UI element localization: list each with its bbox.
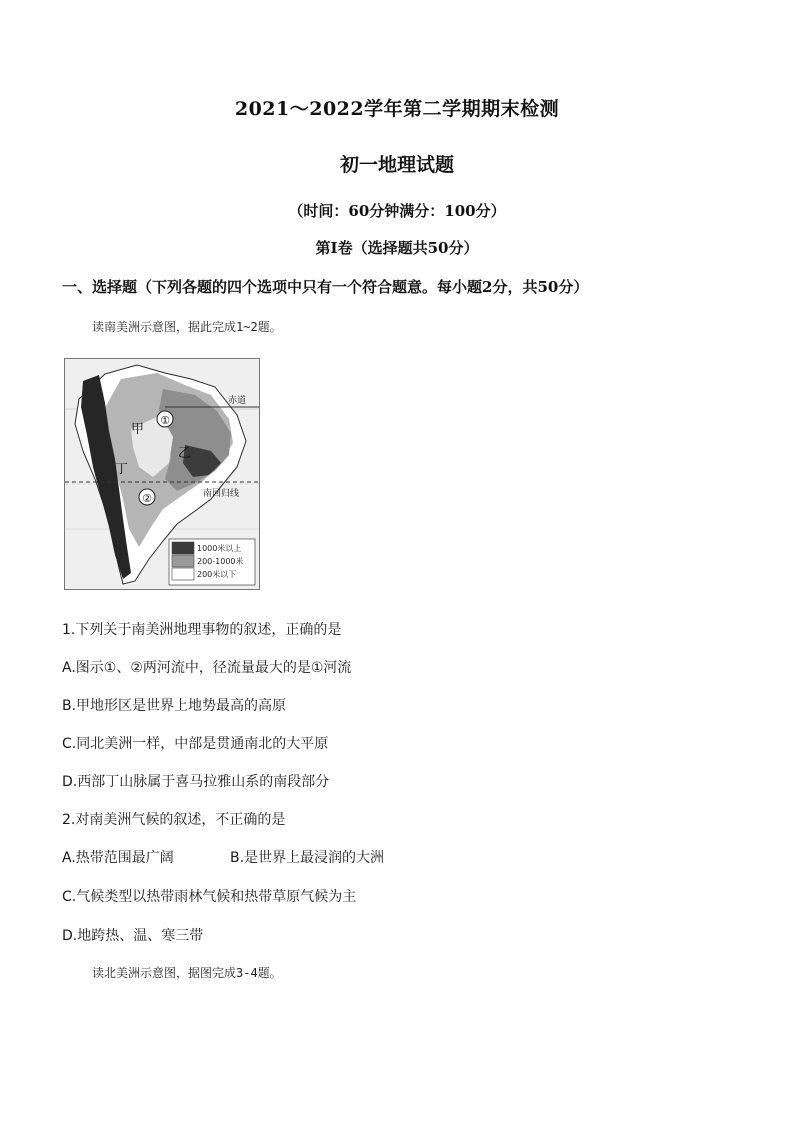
map-instruction-2: 读北美洲示意图，据图完成3-4题。 [92, 966, 282, 980]
region-label-yi: 乙 [178, 446, 192, 461]
map-instruction-1: 读南美洲示意图，据此完成1~2题。 [92, 320, 282, 334]
legend-swatch-mid [172, 555, 194, 567]
river-1-marker: ① [160, 414, 170, 427]
region-label-ding: 丁 [115, 462, 129, 477]
question-2-option-b: B.是世界上最浸润的大洲 [230, 850, 385, 866]
tropic-label: 南回归线 [203, 489, 240, 499]
time-info: （时间：60分钟满分：100分） [288, 202, 506, 220]
section-heading: 一、选择题（下列各题的四个选项中只有一个符合题意。每小题2分，共50分） [62, 278, 589, 296]
legend-label-high: 1000米以上 [197, 544, 242, 553]
region-label-jia: 甲 [131, 422, 145, 437]
question-1-option-d: D.西部丁山脉属于喜马拉雅山系的南段部分 [62, 774, 330, 790]
question-2-stem: 2.对南美洲气候的叙述，不正确的是 [62, 812, 286, 828]
equator-label: 赤道 [228, 396, 247, 406]
question-2-option-d: D.地跨热、温、寒三带 [62, 928, 204, 944]
river-2-marker: ② [142, 492, 152, 505]
question-1-option-c: C.同北美洲一样，中部是贯通南北的大平原 [62, 736, 329, 752]
legend-label-mid: 200-1000米 [197, 557, 244, 566]
exam-subtitle: 初一地理试题 [339, 154, 454, 176]
question-2-option-c: C.气候类型以热带雨林气候和热带草原气候为主 [62, 889, 357, 905]
map-illustration [65, 359, 259, 589]
exam-title: 2021～2022学年第二学期期末检测 [234, 98, 560, 120]
volume-heading: 第Ⅰ卷（选择题共50分） [315, 239, 479, 257]
legend-swatch-low [172, 568, 194, 580]
question-1-stem: 1.下列关于南美洲地理事物的叙述，正确的是 [62, 622, 342, 638]
south-america-map [64, 358, 260, 590]
legend-label-low: 200米以下 [197, 570, 237, 579]
question-1-option-a: A.图示①、②两河流中，径流量最大的是①河流 [62, 660, 352, 676]
question-1-option-b: B.甲地形区是世界上地势最高的高原 [62, 698, 287, 714]
question-2-option-a: A.热带范围最广阔 [62, 850, 174, 866]
legend-swatch-high [172, 542, 194, 554]
